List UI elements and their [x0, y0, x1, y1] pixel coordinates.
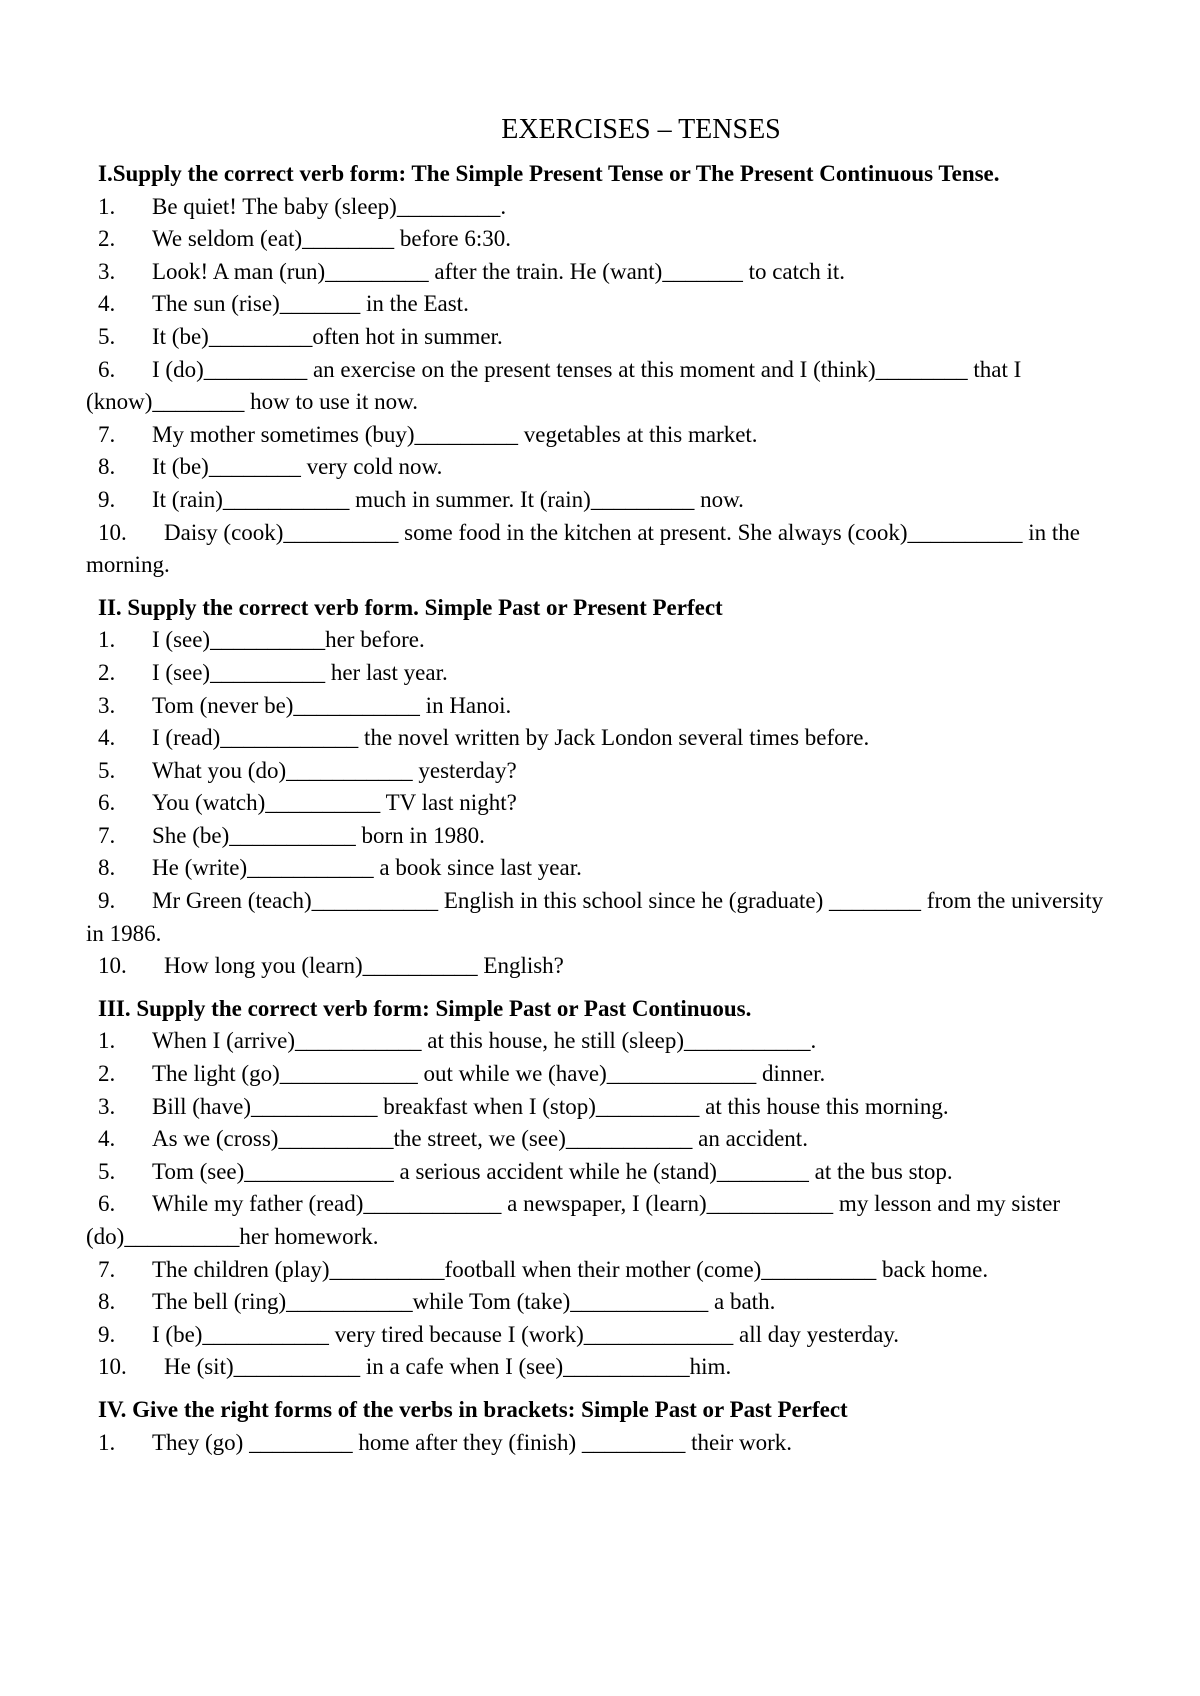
item-number: 1.	[98, 1028, 116, 1054]
item-text: You (watch)__________ TV last night?	[152, 790, 517, 816]
item-number: 1.	[98, 1429, 116, 1455]
item-text: Bill (have)___________ breakfast when I (stop)_________ at this house this morning.	[152, 1093, 949, 1119]
exercise-list	[86, 624, 1116, 983]
item-text: While my father (read)____________ a newspaper, I (learn)___________ my lesson and my sister (do)__________her homework.	[86, 1191, 1060, 1249]
item-text: Look! A man (run)_________ after the train. He (want)_______ to catch it.	[152, 258, 846, 284]
section-heading: II. Supply the correct verb form. Simple Past or Present Perfect	[98, 594, 723, 620]
exercise-item	[86, 1427, 1116, 1460]
section-heading: IV. Give the right forms of the verbs in brackets: Simple Past or Past Perfect	[98, 1396, 848, 1422]
item-number: 7.	[98, 1256, 116, 1282]
exercise-item	[86, 950, 1116, 983]
item-number: 6.	[98, 356, 116, 382]
exercise-item	[86, 1188, 1116, 1253]
item-number: 4.	[98, 291, 116, 317]
exercise-list	[86, 1427, 1116, 1460]
item-number: 10.	[98, 953, 127, 979]
item-text: It (be)_________often hot in summer.	[152, 323, 503, 349]
exercise-item	[86, 321, 1116, 354]
item-text: I (be)___________ very tired because I (work)_____________ all day yesterday.	[152, 1321, 900, 1347]
item-text: I (see)__________her before.	[152, 627, 425, 653]
exercise-item	[86, 419, 1116, 452]
exercise-item	[86, 755, 1116, 788]
item-number: 8.	[98, 855, 116, 881]
item-number: 6.	[98, 790, 116, 816]
exercise-item	[86, 722, 1116, 755]
exercise-item	[86, 1058, 1116, 1091]
exercise-item	[86, 1025, 1116, 1058]
exercise-item	[86, 657, 1116, 690]
exercise-item	[86, 1091, 1116, 1124]
item-number: 8.	[98, 454, 116, 480]
exercise-item	[86, 288, 1116, 321]
exercise-item	[86, 1156, 1116, 1189]
item-number: 7.	[98, 822, 116, 848]
item-number: 4.	[98, 725, 116, 751]
item-text: Tom (never be)___________ in Hanoi.	[152, 692, 512, 718]
exercise-item	[86, 1123, 1116, 1156]
item-number: 6.	[98, 1191, 116, 1217]
item-number: 10.	[98, 1354, 127, 1380]
exercise-section	[86, 993, 1116, 1384]
exercise-item	[86, 624, 1116, 657]
exercise-item	[86, 223, 1116, 256]
exercise-item	[86, 354, 1116, 419]
exercise-item	[86, 1351, 1116, 1384]
item-text: They (go) _________ home after they (finish) _________ their work.	[152, 1429, 793, 1455]
item-text: Tom (see)_____________ a serious accident while he (stand)________ at the bus stop.	[152, 1158, 953, 1184]
item-text: How long you (learn)__________ English?	[164, 953, 564, 979]
item-number: 3.	[98, 692, 116, 718]
item-text: He (write)___________ a book since last year.	[152, 855, 582, 881]
item-number: 4.	[98, 1126, 116, 1152]
exercise-list	[86, 191, 1116, 582]
item-number: 2.	[98, 226, 116, 252]
item-number: 8.	[98, 1289, 116, 1315]
item-text: The sun (rise)_______ in the East.	[152, 291, 469, 317]
item-number: 10.	[98, 519, 127, 545]
item-number: 2.	[98, 1061, 116, 1087]
item-text: Mr Green (teach)___________ English in this school since he (graduate) ________ from the university in 1986.	[86, 888, 1104, 946]
item-text: I (see)__________ her last year.	[152, 659, 448, 685]
section-heading: III. Supply the correct verb form: Simple Past or Past Continuous.	[98, 995, 752, 1021]
item-text: As we (cross)__________the street, we (see)___________ an accident.	[152, 1126, 808, 1152]
exercise-item	[86, 852, 1116, 885]
item-number: 1.	[98, 627, 116, 653]
item-text: What you (do)___________ yesterday?	[152, 757, 517, 783]
exercise-item	[86, 787, 1116, 820]
exercise-sections	[86, 158, 1116, 1459]
exercise-item	[86, 1286, 1116, 1319]
item-text: The children (play)__________football when their mother (come)__________ back home.	[152, 1256, 989, 1282]
section-heading: I.Supply the correct verb form: The Simple Present Tense or The Present Continuous Tense.	[98, 161, 1000, 186]
item-number: 3.	[98, 258, 116, 284]
page-title: EXERCISES – TENSES	[501, 114, 781, 145]
exercise-item	[86, 256, 1116, 289]
item-text: The bell (ring)___________while Tom (take)____________ a bath.	[152, 1289, 776, 1315]
item-text: She (be)___________ born in 1980.	[152, 822, 485, 848]
exercise-item	[86, 820, 1116, 853]
item-text: Daisy (cook)__________ some food in the kitchen at present. She always (cook)__________ in the morning.	[86, 519, 1080, 578]
item-text: It (be)________ very cold now.	[152, 454, 443, 480]
item-number: 5.	[98, 1158, 116, 1184]
exercise-item	[86, 517, 1116, 582]
item-number: 5.	[98, 323, 116, 349]
exercise-item	[86, 191, 1116, 224]
exercise-item	[86, 484, 1116, 517]
item-text: We seldom (eat)________ before 6:30.	[152, 226, 512, 252]
item-number: 3.	[98, 1093, 116, 1119]
item-text: When I (arrive)___________ at this house, he still (sleep)___________.	[152, 1028, 817, 1054]
item-number: 5.	[98, 757, 116, 783]
exercise-section	[86, 1394, 1116, 1459]
item-text: I (read)____________ the novel written by Jack London several times before.	[152, 725, 870, 751]
item-number: 9.	[98, 888, 116, 914]
item-text: He (sit)___________ in a cafe when I (see)___________him.	[164, 1354, 732, 1380]
worksheet-page	[86, 112, 1116, 1459]
item-number: 9.	[98, 486, 116, 512]
item-text: I (do)_________ an exercise on the present tenses at this moment and I (think)________ that I (know)________ how to use it now.	[86, 356, 1022, 415]
exercise-item	[86, 451, 1116, 484]
item-text: Be quiet! The baby (sleep)_________.	[152, 193, 507, 219]
exercise-item	[86, 690, 1116, 723]
item-text: My mother sometimes (buy)_________ vegetables at this market.	[152, 421, 758, 447]
exercise-section	[86, 592, 1116, 983]
exercise-list	[86, 1025, 1116, 1384]
item-text: The light (go)____________ out while we (have)_____________ dinner.	[152, 1061, 826, 1087]
item-text: It (rain)___________ much in summer. It (rain)_________ now.	[152, 486, 744, 512]
exercise-item	[86, 1319, 1116, 1352]
exercise-item	[86, 1254, 1116, 1287]
item-number: 1.	[98, 193, 116, 219]
item-number: 2.	[98, 659, 116, 685]
item-number: 7.	[98, 421, 116, 447]
exercise-item	[86, 885, 1116, 950]
item-number: 9.	[98, 1321, 116, 1347]
exercise-section	[86, 158, 1116, 582]
